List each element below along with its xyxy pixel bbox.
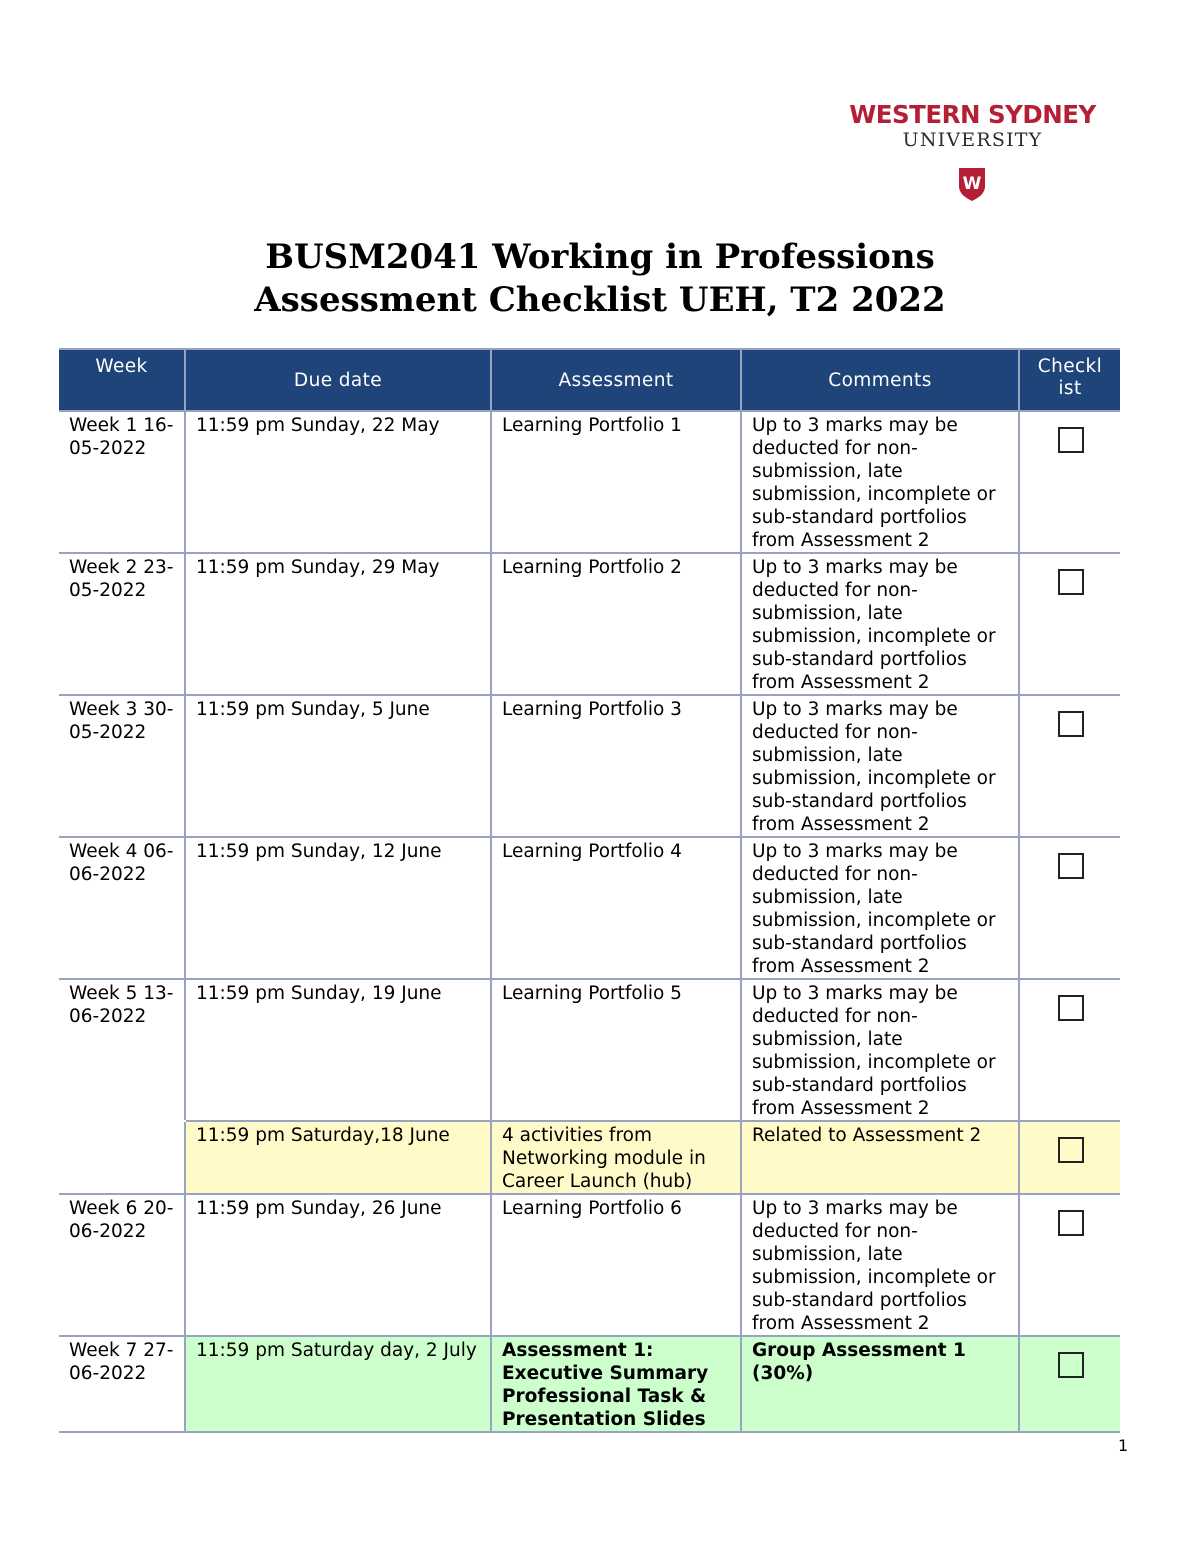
table-row: [59, 1194, 1120, 1336]
cell-assessment: Learning Portfolio 3: [491, 695, 741, 837]
page-title: [0, 236, 1200, 322]
cell-week: Week 7 27-06-2022: [59, 1336, 185, 1432]
cell-due-date: 11:59 pm Sunday, 22 May: [185, 411, 491, 553]
cell-checklist: [1019, 1194, 1120, 1336]
table-row: [59, 837, 1120, 979]
header-due-date: Due date: [185, 349, 491, 411]
cell-checklist: [1019, 837, 1120, 979]
table-row: [59, 1336, 1120, 1432]
cell-assessment: Assessment 1: Executive Summary Professional Task & Presentation Slides: [491, 1336, 741, 1432]
cell-comments: Up to 3 marks may be deducted for non-submission, late submission, incomplete or sub-standard portfolios from Assessment 2: [741, 411, 1019, 553]
cell-assessment: Learning Portfolio 2: [491, 553, 741, 695]
logo-wordmark-line2: UNIVERSITY: [902, 129, 1043, 151]
cell-assessment: Learning Portfolio 4: [491, 837, 741, 979]
cell-due-date: 11:59 pm Sunday, 12 June: [185, 837, 491, 979]
university-logo: [845, 100, 1100, 210]
logo-wordmark-line1: WESTERN SYDNEY: [849, 100, 1096, 129]
cell-week: Week 5 13-06-2022: [59, 979, 185, 1121]
cell-checklist: [1019, 695, 1120, 837]
table-row: [59, 411, 1120, 553]
cell-comments: Up to 3 marks may be deducted for non-submission, late submission, incomplete or sub-standard portfolios from Assessment 2: [741, 695, 1019, 837]
table-row: [59, 553, 1120, 695]
cell-due-date: 11:59 pm Saturday day, 2 July: [185, 1336, 491, 1432]
cell-week: [59, 1121, 185, 1194]
cell-assessment: Learning Portfolio 1: [491, 411, 741, 553]
cell-due-date: 11:59 pm Saturday,18 June: [185, 1121, 491, 1194]
header-checklist: Checkl ist: [1019, 349, 1120, 411]
cell-due-date: 11:59 pm Sunday, 5 June: [185, 695, 491, 837]
cell-comments: Group Assessment 1 (30%): [741, 1336, 1019, 1432]
assessment-checklist-table: [59, 348, 1120, 1433]
cell-checklist: [1019, 553, 1120, 695]
header-comments: Comments: [741, 349, 1019, 411]
cell-week: Week 6 20-06-2022: [59, 1194, 185, 1336]
cell-assessment: 4 activities from Networking module in Career Launch (hub): [491, 1121, 741, 1194]
page-number: 1: [1118, 1436, 1129, 1455]
cell-due-date: 11:59 pm Sunday, 26 June: [185, 1194, 491, 1336]
table-header-row: [59, 349, 1120, 411]
title-line-1: BUSM2041 Working in Professions: [265, 237, 935, 277]
cell-week: Week 4 06-06-2022: [59, 837, 185, 979]
cell-checklist: [1019, 1121, 1120, 1194]
cell-due-date: 11:59 pm Sunday, 29 May: [185, 553, 491, 695]
checkbox[interactable]: [1058, 427, 1084, 453]
checkbox[interactable]: [1058, 853, 1084, 879]
table-row: [59, 979, 1120, 1121]
cell-comments: Up to 3 marks may be deducted for non-submission, late submission, incomplete or sub-standard portfolios from Assessment 2: [741, 553, 1019, 695]
cell-assessment: Learning Portfolio 6: [491, 1194, 741, 1336]
table-row: [59, 695, 1120, 837]
shield-icon: [957, 166, 987, 202]
checkbox[interactable]: [1058, 569, 1084, 595]
checkbox[interactable]: [1058, 711, 1084, 737]
checkbox[interactable]: [1058, 1137, 1084, 1163]
title-line-2: Assessment Checklist UEH, T2 2022: [254, 280, 946, 320]
checkbox[interactable]: [1058, 1352, 1084, 1378]
cell-checklist: [1019, 1336, 1120, 1432]
shield-letter: W: [962, 174, 982, 194]
cell-comments: Up to 3 marks may be deducted for non-submission, late submission, incomplete or sub-standard portfolios from Assessment 2: [741, 979, 1019, 1121]
cell-week: Week 3 30-05-2022: [59, 695, 185, 837]
cell-assessment: Learning Portfolio 5: [491, 979, 741, 1121]
cell-week: Week 1 16-05-2022: [59, 411, 185, 553]
cell-checklist: [1019, 411, 1120, 553]
table-row: [59, 1121, 1120, 1194]
checkbox[interactable]: [1058, 995, 1084, 1021]
cell-comments: Up to 3 marks may be deducted for non-submission, late submission, incomplete or sub-standard portfolios from Assessment 2: [741, 1194, 1019, 1336]
header-week: Week: [59, 349, 185, 411]
checkbox[interactable]: [1058, 1210, 1084, 1236]
cell-comments: Related to Assessment 2: [741, 1121, 1019, 1194]
cell-comments: Up to 3 marks may be deducted for non-submission, late submission, incomplete or sub-standard portfolios from Assessment 2: [741, 837, 1019, 979]
cell-due-date: 11:59 pm Sunday, 19 June: [185, 979, 491, 1121]
cell-week: Week 2 23-05-2022: [59, 553, 185, 695]
cell-checklist: [1019, 979, 1120, 1121]
header-assessment: Assessment: [491, 349, 741, 411]
